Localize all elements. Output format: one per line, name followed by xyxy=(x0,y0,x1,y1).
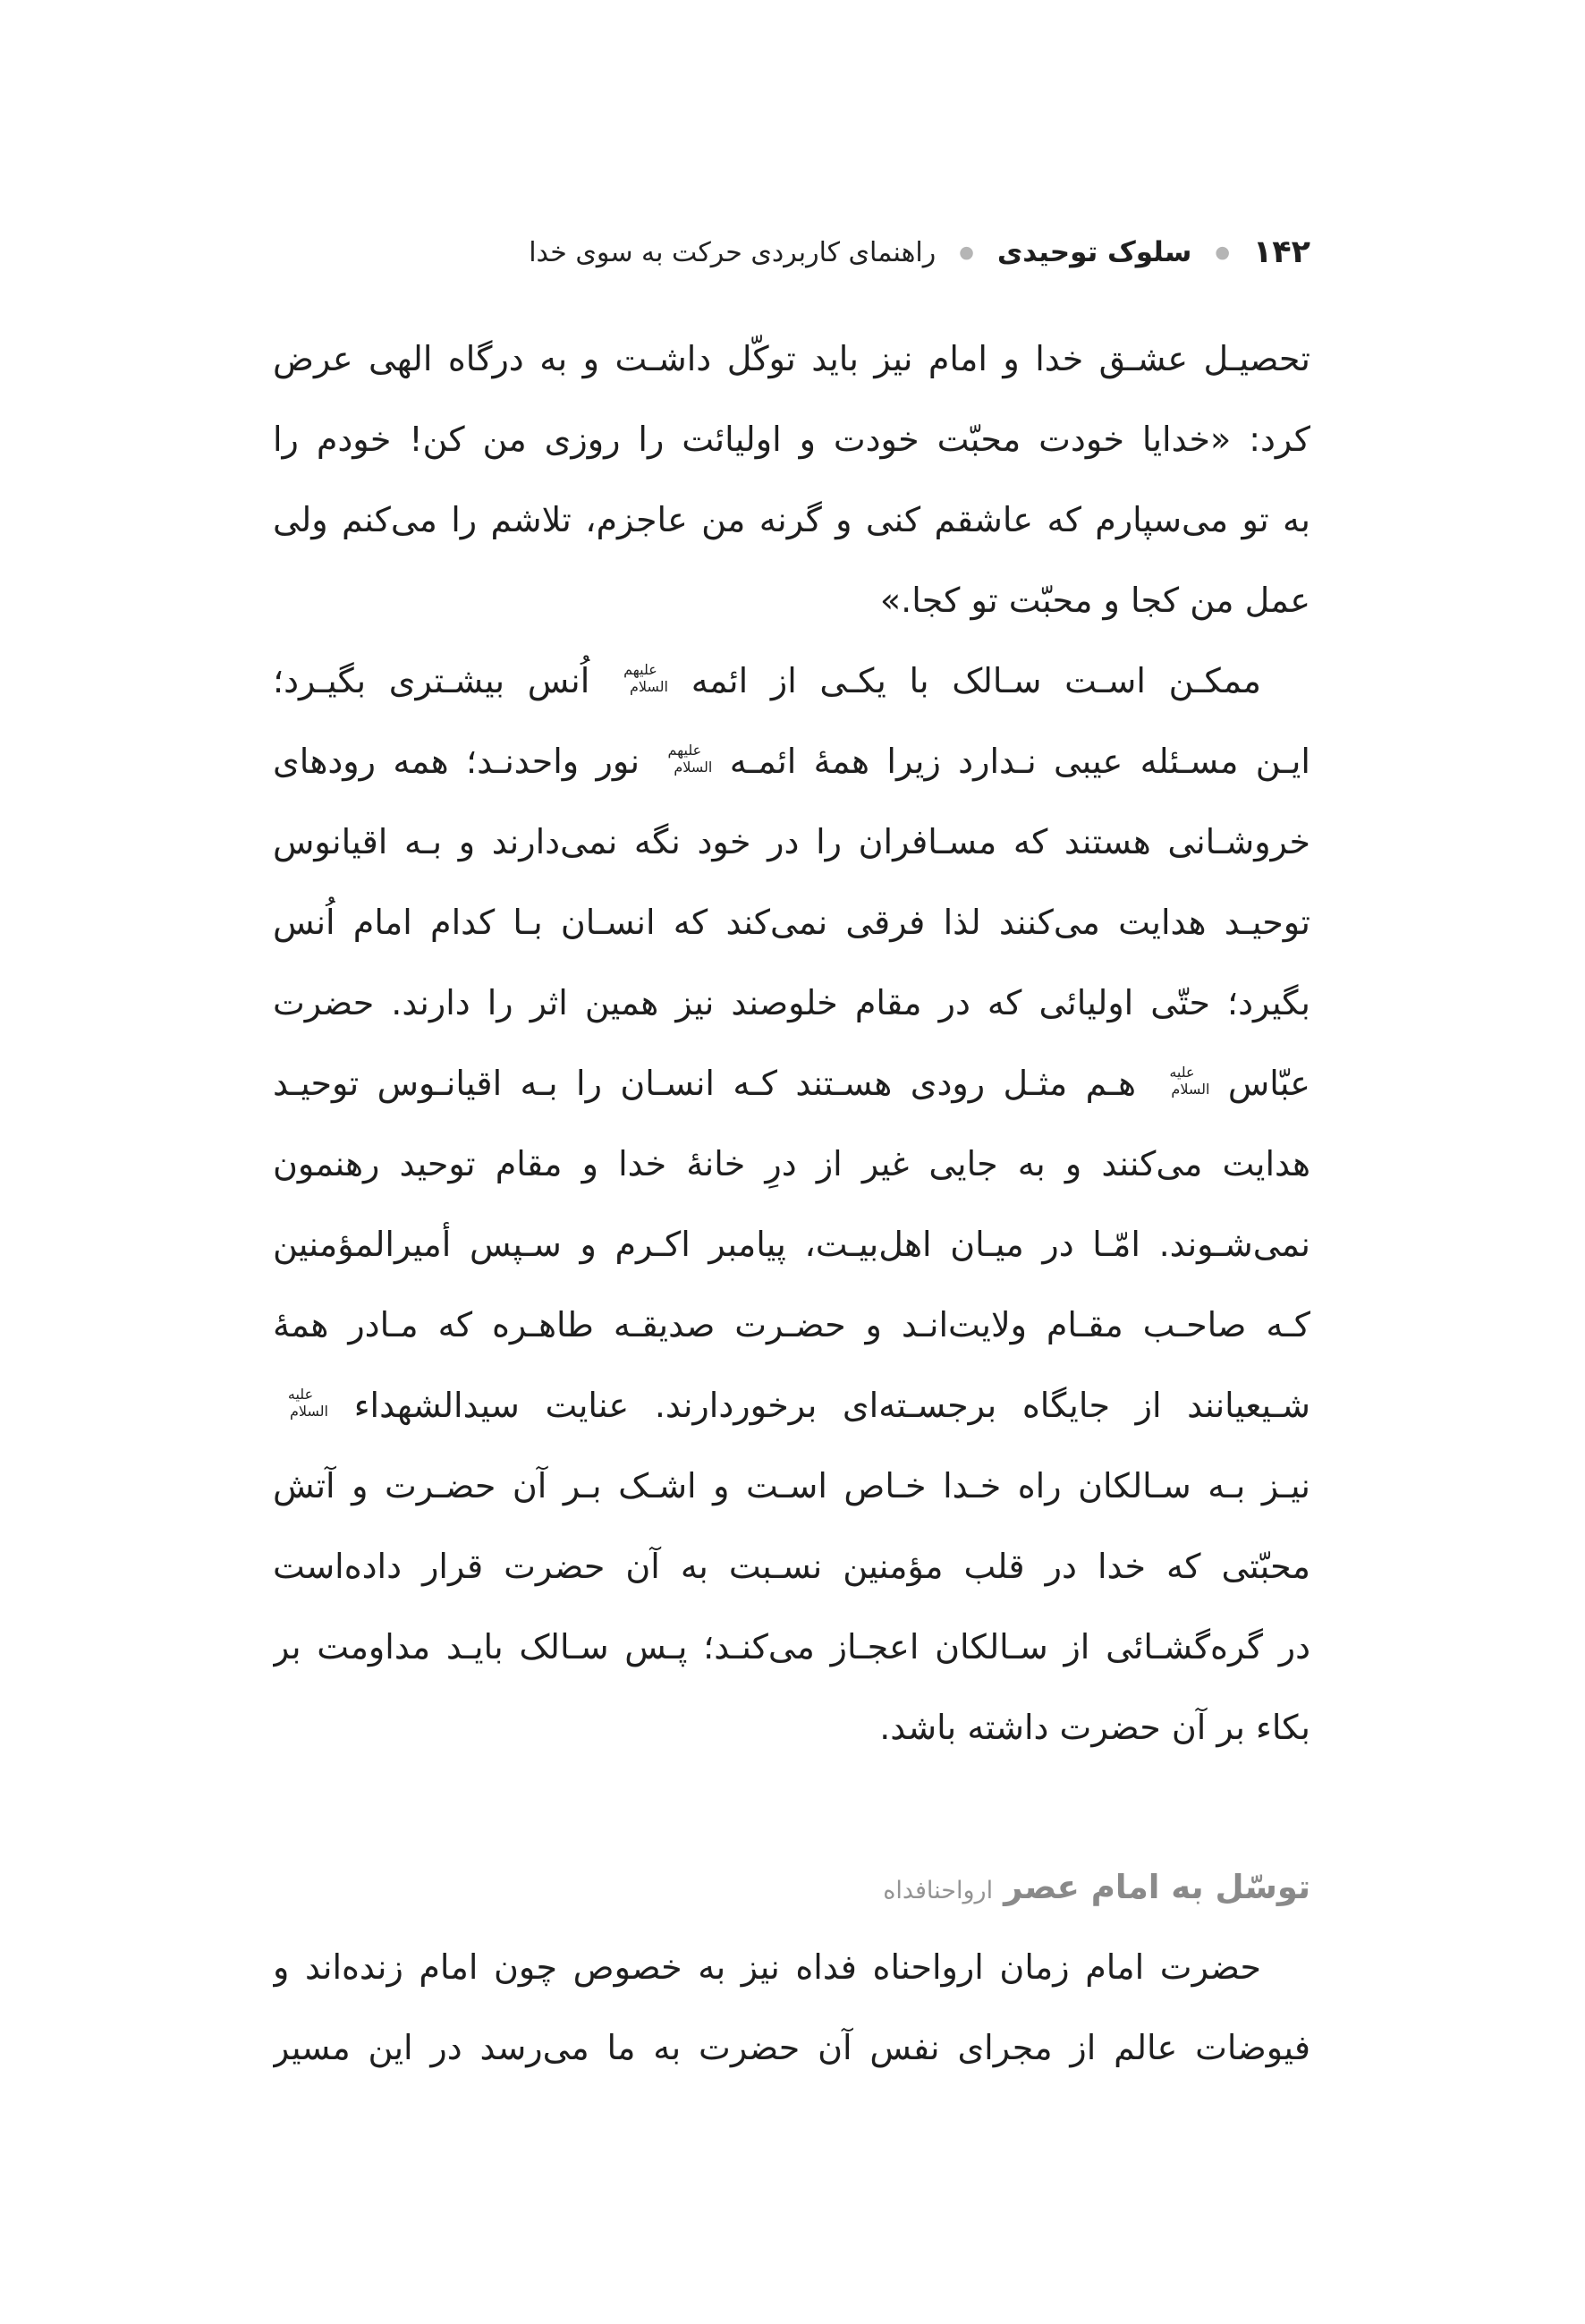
text-segment: هـم مثـل رودی هسـتند کـه انسـان را بـه اقیانـوس توحیـد xyxy=(273,1064,1137,1103)
body-line: خروشـانی هستند که مسـافران را در خود نگه نمی‌دارند و بـه اقیانوس xyxy=(273,822,1310,861)
section-heading-main: توسّل به امام عصر xyxy=(1004,1868,1310,1906)
body-line: محبّتی که خدا در قلب مؤمنین نسـبت به آن حضرت قرار داده‌است xyxy=(273,1547,1310,1586)
body-line: نیـز بـه سـالکان راه خـدا خـاص اسـت و اشـک بـر آن حضـرت و آتش xyxy=(273,1466,1310,1506)
body-line: عمل من کجا و محبّت تو کجا.» xyxy=(879,581,1310,620)
text-segment: ممکـن اسـت سـالک با یکـی از ائمه xyxy=(691,661,1261,700)
page-body xyxy=(273,318,1310,2088)
text-segment: نور واحدنـد؛ همه رودهای xyxy=(273,742,640,781)
body-line: بگیرد؛ حتّی اولیائی که در مقام خلوصند نیز همین اثر را دارند. حضرت xyxy=(273,983,1310,1022)
honorific-alayhim-salam: علیهم السلام xyxy=(667,742,713,776)
section-heading-suffix: ارواحنافداه xyxy=(883,1877,994,1904)
honorific-alayhi-salam: علیه السلام xyxy=(1169,1064,1210,1098)
page-number: ۱۴۲ xyxy=(1252,234,1310,270)
body-line xyxy=(273,1043,1310,1124)
honorific-alayhi-salam: علیه السلام xyxy=(287,1386,328,1420)
body-line: در گره‌گشـائی از سـالکان اعجـاز می‌کنـد؛ پـس سـالک بایـد مداومت بر xyxy=(273,1627,1310,1667)
body-line: نمی‌شـوند. امّـا در میـان اهل‌بیـت، پیامبر اکـرم و سـپس أمیرالمؤمنین xyxy=(273,1225,1310,1264)
text-segment: شـیعیانند از جایگاه برجسـته‌ای برخوردارند. عنایت سیدالشهداء xyxy=(353,1386,1310,1425)
body-line: کرد: «خدایا خودت محبّت خودت و اولیائت را روزی من کن! خودم را xyxy=(273,420,1310,459)
body-line: کـه صاحـب مقـام ولایت‌انـد و حضـرت صدیقـه طاهـره که مـادر همۀ xyxy=(273,1305,1310,1344)
book-title: سلوک توحیدی xyxy=(996,236,1192,268)
text-segment: عبّاس xyxy=(1227,1064,1310,1103)
body-line: بکاء بر آن حضرت داشته باشد. xyxy=(879,1708,1310,1747)
body-line: به تو می‌سپارم که عاشقم کنی و گرنه من عاجزم، تلاشم را می‌کنم ولی xyxy=(273,500,1310,539)
body-line: توحیـد هدایت می‌کنند لذا فرقی نمی‌کند که انسـان بـا کدام امام اُنس xyxy=(273,903,1310,942)
text-segment: اُنس بیشـتری بگیـرد؛ xyxy=(273,661,590,700)
body-line xyxy=(273,721,1310,802)
body-line xyxy=(273,1365,1310,1446)
body-line: حضرت امام زمان ارواحناه فداه نیز به خصوص چون امام زنده‌اند و xyxy=(273,1947,1261,1987)
separator-bullet-icon: ● xyxy=(1215,242,1230,262)
body-line xyxy=(273,640,1310,721)
body-line: تحصیـل عشـق خدا و امام نیز باید توکّل داشـت و به درگاه الهی عرض xyxy=(273,339,1310,378)
separator-bullet-icon: ● xyxy=(959,242,974,262)
body-line: فیوضات عالم از مجرای نفس آن حضرت به ما می‌رسد در این مسیر xyxy=(273,2028,1310,2067)
text-segment: ایـن مسـئله عیبی نـدارد زیرا همۀ ائمـه xyxy=(729,742,1310,781)
section-heading xyxy=(273,1846,1310,1927)
page-header xyxy=(273,225,1310,279)
book-subtitle: راهنمای کاربردی حرکت به سوی خدا xyxy=(529,236,937,268)
body-line: هدایت می‌کنند و به جایی غیر از درِ خانۀ خدا و مقام توحید رهنمون xyxy=(273,1144,1310,1183)
honorific-alayhim-salam: علیهم السلام xyxy=(623,661,668,695)
